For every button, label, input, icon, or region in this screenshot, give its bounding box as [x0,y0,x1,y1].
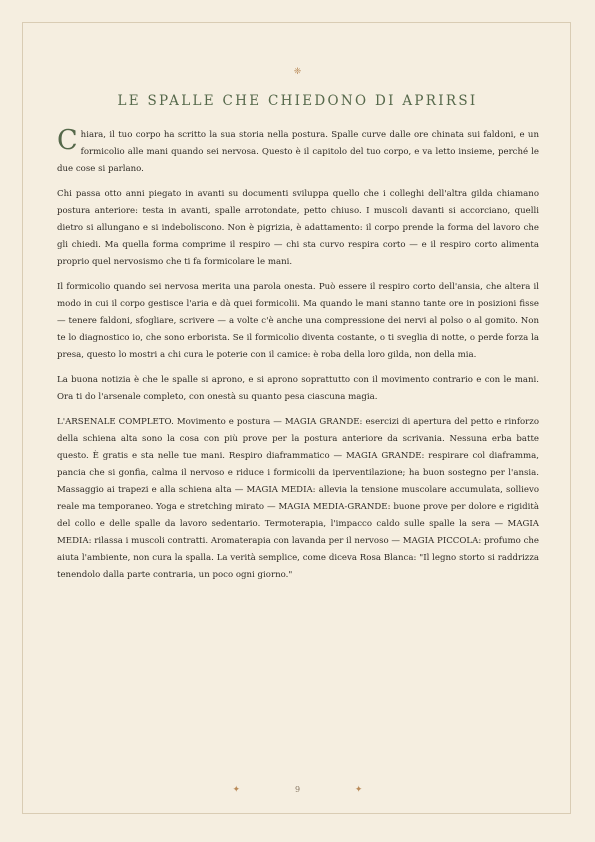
footer-right-ornament-icon: ✦ [354,785,363,795]
body-paragraph: Chi passa otto anni piegato in avanti su documenti sviluppa quello che i colleghi dell'altra gilda chiamano postura anteriore: testa in avanti, spalle arrotondate, petto chiuso. I muscoli davanti si accorciano, quelli dietro si allungano e si indeboliscono. Non è pigrizia, è adattamento: il corpo prende la forma del lavoro che gli chiedi. Ma quella forma comprime il respiro — chi sta curvo respira corto — e il respiro corto alimenta proprio quel nervosismo che ti fa formicolare le mani. [57,189,539,267]
page-footer [0,785,595,795]
chapter-title: LE SPALLE CHE CHIEDONO DI APRIRSI [117,93,478,109]
intro-text: hiara, il tuo corpo ha scritto la sua storia nella postura. Spalle curve dalle ore chinata sui faldoni, e un formicolio alle mani quando sei nervosa. Questo è il capitolo del tuo corpo, e va letto insieme, perché le due cose si parlano. [57,130,539,174]
chapter-body [57,127,539,592]
intro-paragraph [57,127,539,178]
top-ornament-icon: ❈ [293,67,302,77]
footer-left-ornament-icon: ✦ [232,785,241,795]
body-paragraph: Il formicolio quando sei nervosa merita una parola onesta. Può essere il respiro corto dell'ansia, che altera il modo in cui il corpo gestisce l'aria e dà quei formicolii. Ma quando le mani stanno tante ore in posizioni fisse — tenere faldoni, sfogliare, scrivere — a volte c'è anche una compressione dei nervi al polso o al gomito. Non te lo diagnostico io, che sono erborista. Se il formicolio diventa costante, o ti sveglia di notte, o perde forza la presa, questo lo mostri a chi cura le poterie con il camice: è roba della loro gilda, non della mia. [57,282,539,360]
body-paragraph: La buona notizia è che le spalle si aprono, e si aprono soprattutto con il movimento contrario e con le mani. Ora ti do l'arsenale completo, con onestà su quanto pesa ciascuna magia. [57,375,539,402]
page-number: 9 [294,785,301,794]
drop-cap: C [57,125,78,156]
body-paragraph: L'ARSENALE COMPLETO. Movimento e postura — MAGIA GRANDE: esercizi di apertura del petto e rinforzo della schiena alta sono la cosa con più prove per la postura anteriore da scrivania. Nessuna erba batte questo. È gratis e sta nelle tue mani. Respiro diaframmatico — MAGIA GRANDE: respirare col diaframma, pancia che si gonfia, calma il nervoso e riduce i formicolii da iperventilazione; ha buon sostegno per l'ansia. Massaggio ai trapezi e alla schiena alta — MAGIA MEDIA: allevia la tensione muscolare accumulata, sollievo reale ma temporaneo. Yoga e stretching mirato — MAGIA MEDIA-GRANDE: buone prove per dolore e rigidità del collo e delle spalle da lavoro sedentario. Termoterapia, l'impacco caldo sulle spalle la sera — MAGIA MEDIA: rilassa i muscoli contratti. Aromaterapia con lavanda per il nervoso — MAGIA PICCOLA: profumo che aiuta l'ambiente, non cura la spalla. La verità semplice, come diceva Rosa Blanca: "Il legno storto si raddrizza tenendolo dalla parte contraria, un poco ogni giorno." [57,417,539,580]
